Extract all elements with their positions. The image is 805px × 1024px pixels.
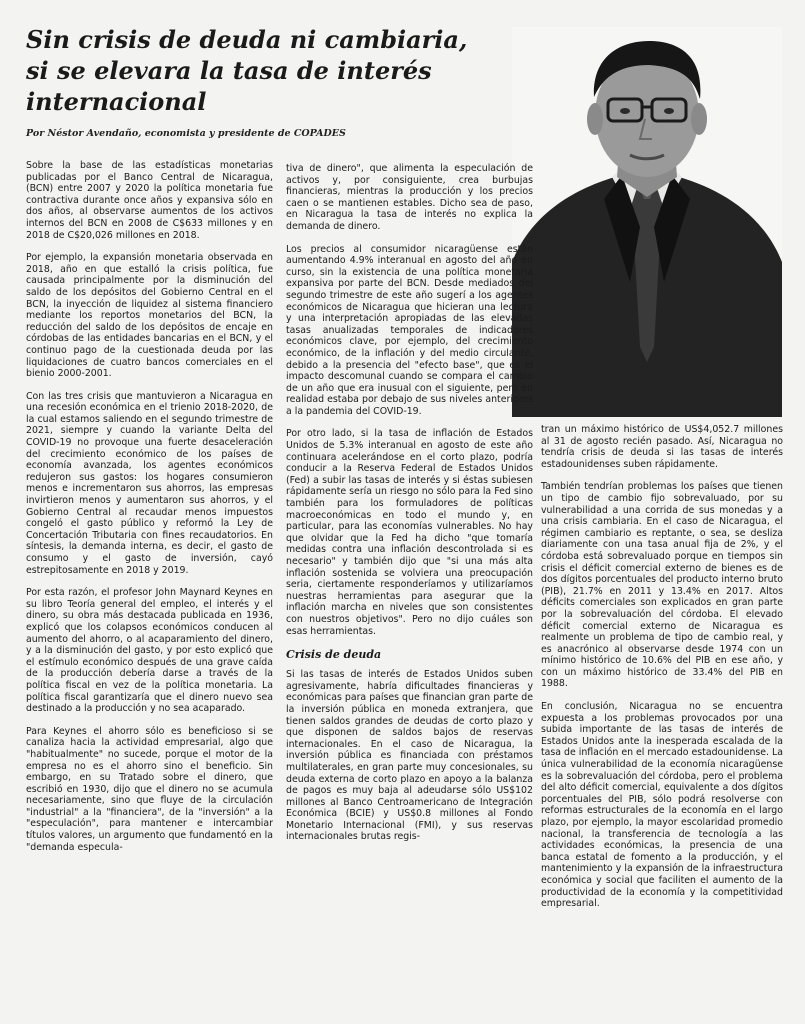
- paragraph: Sobre la base de las estadísticas monetarias publicadas por el Banco Central de Nicaragua, (BCN) entre 2007 y 2020 la política monetaria fue contractiva durante once años y expansiva sólo en dos años, al observarse aumentos de los activos internos del BCN en 2008 de C$633 millones y en 2018 de C$20,026 millones en 2018.: [26, 160, 273, 241]
- paragraph: También tendrían problemas los países que tienen un tipo de cambio fijo sobrevaluado, por su vulnerabilidad a una corrida de sus monedas y a una crisis cambiaria. En el caso de Nicaragua, el régimen cambiario es reptante, o sea, se desliza diariamente con una tasa anual fija de 2%, y el córdoba está sobrevaluado porque en tiempos sin crisis el déficit comercial externo de bienes es de dos dígitos porcentuales del producto interno bruto (PIB), 21.7% en 2011 y 13.4% en 2017. Altos déficits comerciales son explicados en gran parte por la sobrevaluación del córdoba. El elevado déficit comercial externo de Nicaragua es realmente un problema de tipo de cambio real, y es anacrónico al observarse desde 1974 con un mínimo histórico de 10.6% del PIB en ese año, y con un máximo histórico de 33.4% del PIB en 1988.: [541, 481, 783, 690]
- paragraph: Si las tasas de interés de Estados Unidos suben agresivamente, habría dificultades financieras y económicas para países que financian gran parte de la inversión pública en moneda extranjera, que tienen saldos grandes de deudas de corto plazo y que disponen de saldos bajos de reservas internacionales. En el caso de Nicaragua, la inversión pública es financiada con préstamos multilaterales, en gran parte muy concesionales, su deuda externa de corto plazo en apoyo a la balanza de pagos es muy baja al adeudarse sólo US$102 millones al Banco Centroamericano de Integración Económica (BCIE) y US$0.8 millones al Fondo Monetario Internacional (FMI), y sus reservas internacionales brutas regis-: [286, 669, 533, 843]
- paragraph: Por esta razón, el profesor John Maynard Keynes en su libro Teoría general del empleo, el interés y el dinero, su obra más destacada publicada en 1936, explicó que los colapsos económicos conducen al aumento del ahorro, o al acaparamiento del dinero, y a la disminución del gasto, y por esto explicó que el estímulo económico después de una grave caída de la producción debería darse a través de la política fiscal en vez de la política monetaria. La política fiscal garantizaría que el dinero nuevo sea destinado a la producción y no sea acaparado.: [26, 587, 273, 715]
- paragraph: En conclusión, Nicaragua no se encuentra expuesta a los problemas provocados por una subida importante de las tasas de interés de Estados Unidos ante la inesperada escalada de la tasa de inflación en el mercado estadounidense. La única vulnerabilidad de la economía nicaragüense es la sobrevaluación del córdoba, pero el problema del alto déficit comercial, equivalente a dos dígitos porcentuales del PIB, sólo podrá resolverse con reformas estructurales de la economía en el largo plazo, por ejemplo, la mayor escolaridad promedio nacional, la transferencia de tecnología a las actividades económicas, la presencia de una banca estatal de fomento a la producción, y el mantenimiento y la expansión de la infraestructura económica y social que faciliten el aumento de la productividad de la economía y la competitividad empresarial.: [541, 701, 783, 910]
- paragraph: Con las tres crisis que mantuvieron a Nicaragua en una recesión económica en el trienio 2018-2020, de la cual estamos saliendo en el segundo trimestre de 2021, siempre y cuando la variante Delta del COVID-19 no provoque una fuerte desaceleración del crecimiento económico de los países de economía avanzada, los agentes económicos redujeron sus gastos: los hogares consumieron menos e incrementaron sus ahorros, las empresas invirtieron menos y aumentaron sus ahorros, y el Gobierno Central al recaudar menos impuestos congeló el gasto público y reformó la Ley de Concertación Tributaria con fines recaudatorios. En síntesis, la demanda interna, es decir, el gasto de consumo y el gasto de inversión, cayó estrepitosamente en 2018 y 2019.: [26, 390, 273, 576]
- paragraph: tiva de dinero", que alimenta la especulación de activos y, por consiguiente, crea burbujas financieras, mientras la producción y los precios caen o se mantienen estables. Dicho sea de paso, en Nicaragua la tasa de interés no explica la demanda de dinero.: [286, 163, 533, 232]
- headline-line: si se elevara la tasa de interés: [26, 56, 432, 85]
- paragraph: Por otro lado, si la tasa de inflación de Estados Unidos de 5.3% interanual en agosto de este año continuara acelerándose en el corto plazo, podría conducir a la Reserva Federal de Estados Unidos (Fed) a subir las tasas de interés y si éstas subiesen rápidamente sería un riesgo no sólo para la Fed sino también para los formuladores de políticas macroeconómicas en todo el mundo y, en particular, para las economías vulnerables. No hay que olvidar que la Fed ha dicho "que tomaría medidas contra una inflación descontrolada si es necesario" y también dijo que "si una más alta inflación sostenida se volviera una preocupación seria, ciertamente responderíamos y utilizaríamos nuestras herramientas para asegurar que la inflación marcha en niveles que son consistentes con nuestros objetivos". Pero no dijo cuáles son esas herramientas.: [286, 428, 533, 637]
- author-photo: [512, 27, 782, 417]
- section-subheading: Crisis de deuda: [286, 648, 382, 662]
- article-column-3: [541, 424, 783, 921]
- author-portrait-image: [512, 27, 782, 417]
- paragraph: Para Keynes el ahorro sólo es beneficioso si se canaliza hacia la actividad empresarial, algo que "habitualmente" no sucede, porque el motor de la empresa no es el ahorro sino el beneficio. Sin embargo, en su Tratado sobre el dinero, que escribió en 1930, dijo que el dinero no se acumula necesariamente, sino que fluye de la circulación "industrial" a la "financiera", de la "inversión" a la "especulación", para mantener e intercambiar títulos valores, un argumento que fundamentó en la "demanda especula-: [26, 725, 273, 853]
- article-byline: Por Néstor Avendaño, economista y presidente de COPADES: [26, 128, 346, 139]
- article-column-2: [286, 163, 533, 854]
- article-column-1: [26, 160, 273, 864]
- article-headline: [26, 24, 496, 117]
- paragraph: tran un máximo histórico de US$4,052.7 millones al 31 de agosto recién pasado. Así, Nicaragua no tendría crisis de deuda si las tasas de interés estadounidenses suben rápidamente.: [541, 424, 783, 470]
- paragraph: Por ejemplo, la expansión monetaria observada en 2018, año en que estalló la crisis política, fue causada principalmente por la disminución del saldo de los depósitos del Gobierno Central en el BCN, la inyección de liquidez al sistema financiero mediante los reportos monetarios del BCN, la reducción del saldo de los depósitos de encaje en córdobas de las entidades bancarias en el BCN, y el continuo pago de la cuestionada deuda por las liquidaciones de cuatro bancos comerciales en el bienio 2000-2001.: [26, 252, 273, 380]
- headline-line: Sin crisis de deuda ni cambiaria,: [26, 25, 468, 54]
- headline-line: internacional: [26, 87, 207, 116]
- paragraph: Los precios al consumidor nicaragüense están aumentando 4.9% interanual en agosto del año en curso, sin la existencia de una política monetaria expansiva por parte del BCN. Desde mediados del segundo trimestre de este año sugerí a los agentes económicos de Nicaragua que hicieran una lectura y una interpretación apropiadas de las elevadas tasas anualizadas temporales de indicadores económicos clave, por ejemplo, del crecimiento económico, de la inflación y del medio circulante, debido a la presencia del "efecto base", que es el impacto descomunal cuando se compara el cambio de un año que era inusual con el siguiente, pero en realidad estaba por debajo de sus niveles anteriores a la pandemia del COVID-19.: [286, 243, 533, 417]
